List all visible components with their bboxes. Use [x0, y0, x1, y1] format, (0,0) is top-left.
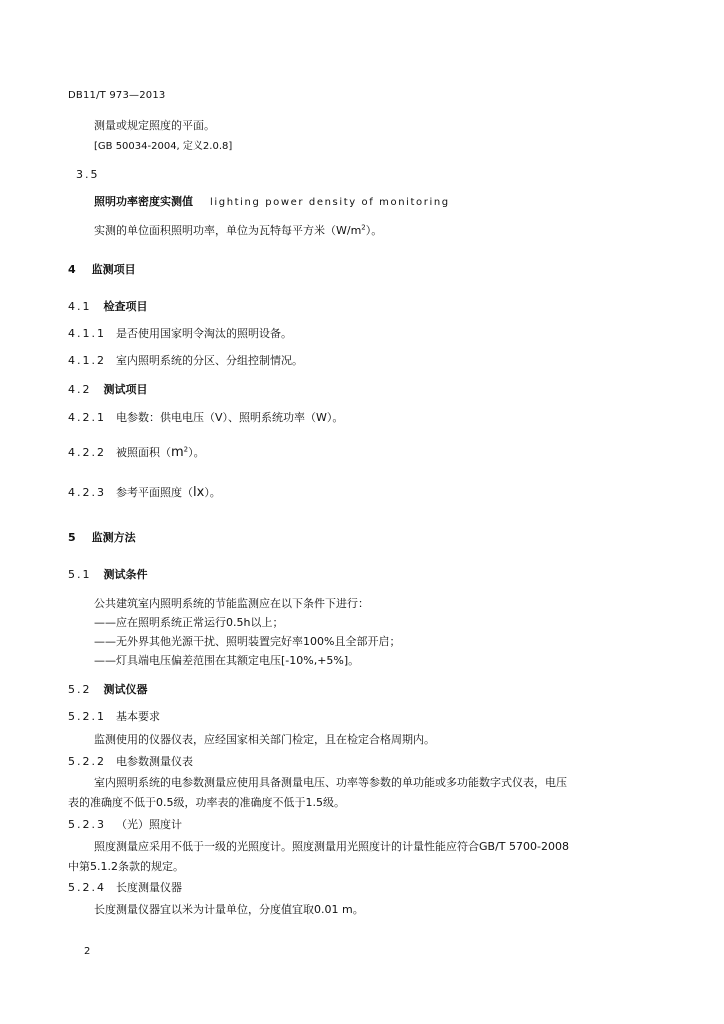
- clause-4-2-2-number: 4.2.2: [68, 446, 106, 459]
- chapter-5-title: 监测方法: [91, 531, 136, 544]
- term-3-4-reference: [GB 50034-2004, 定义2.0.8]: [94, 141, 233, 152]
- clause-5-2-1-heading: [68, 710, 160, 724]
- clause-5-2-2-number: 5.2.2: [68, 755, 106, 768]
- clause-5-2-1-number: 5.2.1: [68, 710, 106, 723]
- clause-5-2-4-number: 5.2.4: [68, 881, 106, 894]
- clause-4-1-1: [68, 327, 292, 341]
- chapter-5-number: 5: [68, 531, 76, 544]
- clause-5-2-4-heading: [68, 881, 182, 895]
- clause-4-2-1-text: 电参数：供电电压（V）、照明系统功率（W）。: [116, 411, 344, 424]
- condition-item-1: ——应在照明系统正常运行0.5h以上；: [94, 616, 284, 629]
- term-3-5-definition-pre: 实测的单位面积照明功率，单位为瓦特每平方米（W/m: [94, 224, 362, 237]
- clause-5-2-4-text: 长度测量仪器宜以米为计量单位，分度值宜取0.01 m。: [94, 903, 364, 916]
- term-3-5-number: 3.5: [76, 168, 100, 181]
- section-4-1-number: 4.1: [68, 300, 92, 313]
- clause-4-1-2-text: 室内照明系统的分区、分组控制情况。: [116, 354, 303, 367]
- clause-4-2-3: [68, 486, 221, 500]
- section-4-2-heading: [68, 383, 148, 397]
- term-3-5-definition-post: ）。: [365, 224, 383, 237]
- clause-5-2-3-text-line1: 照度测量应采用不低于一级的光照度计。照度测量用光照度计的计量性能应符合GB/T 5700-2008: [94, 840, 569, 853]
- clause-5-2-2-title: 电参数测量仪表: [116, 755, 193, 768]
- clause-5-2-3-title: （光）照度计: [116, 818, 182, 831]
- chapter-4-title: 监测项目: [91, 263, 136, 276]
- chapter-4-heading: [68, 263, 136, 277]
- clause-5-2-1-text: 监测使用的仪器仪表，应经国家相关部门检定，且在检定合格周期内。: [94, 733, 435, 746]
- clause-4-2-2: [68, 446, 205, 460]
- clause-4-1-2: [68, 354, 303, 368]
- section-5-2-title: 测试仪器: [103, 683, 148, 696]
- clause-4-1-2-number: 4.1.2: [68, 354, 106, 367]
- section-5-1-intro: 公共建筑室内照明系统的节能监测应在以下条件下进行：: [94, 597, 369, 610]
- section-5-1-title: 测试条件: [103, 568, 148, 581]
- clause-4-2-1-number: 4.2.1: [68, 411, 106, 424]
- page-number: 2: [84, 946, 91, 957]
- term-3-5-english: lighting power density of monitoring: [210, 197, 450, 208]
- clause-4-2-2-pre: 被照面积（: [116, 446, 171, 459]
- clause-5-2-2-text-line2: 表的准确度不低于0.5级，功率表的准确度不低于1.5级。: [68, 796, 345, 809]
- clause-4-2-3-number: 4.2.3: [68, 486, 106, 499]
- section-4-1-heading: [68, 300, 148, 314]
- clause-4-1-1-number: 4.1.1: [68, 327, 106, 340]
- clause-5-2-3-number: 5.2.3: [68, 818, 106, 831]
- term-3-5-definition: [94, 224, 382, 238]
- standard-code-header: DB11/T 973—2013: [68, 90, 166, 101]
- condition-item-3: ——灯具端电压偏差范围在其额定电压[-10%,+5%]。: [94, 654, 360, 667]
- chapter-4-number: 4: [68, 263, 76, 276]
- section-5-2-heading: [68, 683, 148, 697]
- clause-5-2-4-title: 长度测量仪器: [116, 881, 182, 894]
- term-3-5-heading: [94, 195, 450, 210]
- term-3-5-chinese: 照明功率密度实测值: [94, 195, 193, 208]
- clause-4-2-3-unit: lx: [193, 485, 205, 500]
- clause-5-2-3-heading: [68, 818, 182, 832]
- section-4-2-number: 4.2: [68, 383, 92, 396]
- section-5-1-number: 5.1: [68, 568, 92, 581]
- clause-5-2-1-title: 基本要求: [116, 710, 160, 723]
- section-4-2-title: 测试项目: [103, 383, 148, 396]
- clause-4-2-2-post: ）。: [188, 446, 205, 459]
- clause-5-2-2-text-line1: 室内照明系统的电参数测量应使用具备测量电压、功率等参数的单功能或多功能数字式仪表，电压: [94, 776, 567, 789]
- term-3-4-definition-tail: 测量或规定照度的平面。: [94, 119, 215, 132]
- clause-4-2-2-sup: 2: [183, 445, 189, 454]
- section-5-2-number: 5.2: [68, 683, 92, 696]
- clause-4-1-1-text: 是否使用国家明令淘汰的照明设备。: [116, 327, 292, 340]
- clause-5-2-3-text-line2: 中第5.1.2条款的规定。: [68, 860, 184, 873]
- chapter-5-heading: [68, 531, 136, 545]
- clause-4-2-3-pre: 参考平面照度（: [116, 486, 193, 499]
- section-5-1-heading: [68, 568, 148, 582]
- condition-item-2: ——无外界其他光源干扰、照明装置完好率100%且全部开启；: [94, 635, 401, 648]
- term-3-5-definition-sup: 2: [361, 223, 366, 232]
- clause-4-2-1: [68, 411, 343, 425]
- section-4-1-title: 检查项目: [103, 300, 148, 313]
- clause-5-2-2-heading: [68, 755, 193, 769]
- clause-4-2-3-post: ）。: [204, 486, 221, 499]
- clause-4-2-2-unit: m: [171, 445, 184, 460]
